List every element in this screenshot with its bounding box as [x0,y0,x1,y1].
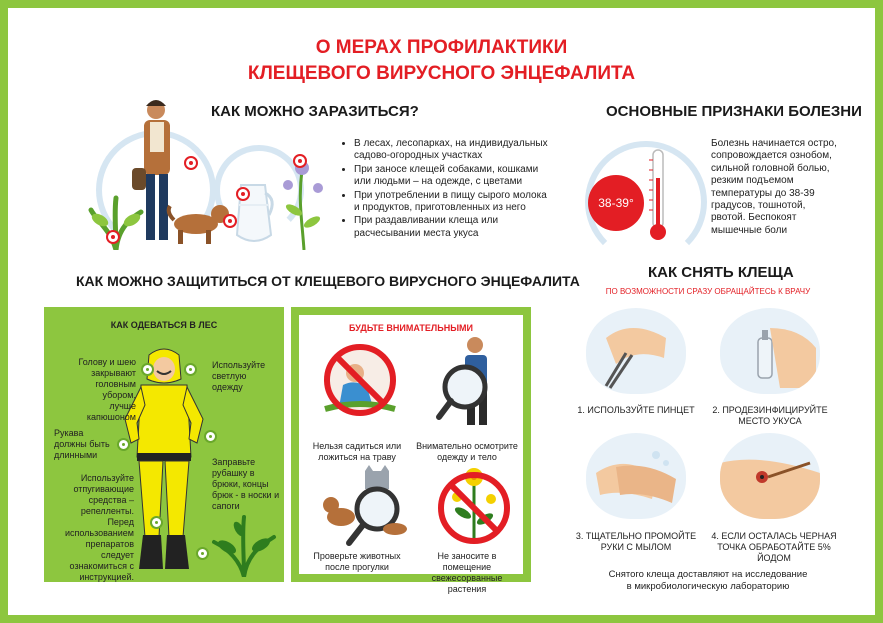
step-illustration [720,433,820,519]
tick-marker-icon [236,187,250,201]
dress-panel [44,307,284,582]
infection-heading: КАК МОЖНО ЗАРАЗИТЬСЯ? [211,103,419,120]
poster [8,8,875,615]
wash-hands-icon [586,433,686,519]
marker-icon [150,516,163,529]
attention-heading: БУДЬТЕ ВНИМАТЕЛЬНЫМИ [349,323,473,333]
tick-marker-icon [223,214,237,228]
attention-pets-label: Проверьте животных после прогулки [313,551,401,572]
step-illustration [586,433,686,519]
step-illustration [586,308,686,394]
dress-repellent-label: Используйте отпугивающие средства – репелленты. Перед использованием препаратов следует ознакомиться с инструкцией. [64,473,134,582]
title-line-2: КЛЕЩЕВОГО ВИРУСНОГО ЭНЦЕФАЛИТА [247,63,636,84]
attention-plants-label: Не заносите в помещение свежесорванные растения [431,551,503,594]
tick-marker-icon [106,230,120,244]
infection-illustration [86,90,336,250]
marker-icon [141,363,154,376]
marker-icon [184,363,197,376]
marker-icon [117,438,130,451]
dress-light-label: Используйте светлую одежду [212,360,266,392]
milk-jug-icon [231,175,277,247]
symptoms-heading: ОСНОВНЫЕ ПРИЗНАКИ БОЛЕЗНИ [606,103,862,120]
dog-icon [166,202,232,246]
removal-subheading: ПО ВОЗМОЖНОСТИ СРАЗУ ОБРАЩАЙТЕСЬ К ВРАЧУ [605,287,811,296]
tick-marker-icon [184,156,198,170]
list-item: • При употреблении в пищу сырого молока и продуктов, приготовленных из него [354,190,549,215]
list-item: • При раздавливании клеща или расчесывании места укуса [354,215,549,240]
step-3-label: 3. ТЩАТЕЛЬНО ПРОМОЙТЕ РУКИ С МЫЛОМ [575,531,697,552]
removal-footer: Снятого клеща доставляют на исследование в микробиологическую лабораторию [608,569,808,592]
removal-heading: КАК СНЯТЬ КЛЕЩА [648,264,794,281]
no-sitting-icon [321,341,399,419]
infection-list [340,138,549,241]
step-4-label: 4. ЕСЛИ ОСТАЛАСЬ ЧЕРНАЯ ТОЧКА ОБРАБОТАЙТЕ 5% ЙОДОМ [711,531,837,563]
attention-inspect-label: Внимательно осмотрите одежду и тело [416,441,518,462]
pets-magnifier-icon [319,465,409,550]
iodine-icon [720,433,820,519]
title-line-1: О МЕРАХ ПРОФИЛАКТИКИ [315,37,568,58]
attention-sit-label: Нельзя садиться или ложиться на траву [312,441,402,462]
magnifier-person-icon [435,335,513,430]
step-2-label: 2. ПРОДЕЗИНФИЦИРУЙТЕ МЕСТО УКУСА [712,405,828,426]
step-illustration [720,308,820,394]
list-item: • При заносе клещей собаками, кошками или людьми – на одежде, с цветами [354,164,549,189]
tweezers-icon [586,308,686,394]
symptoms-text: Болезнь начинается остро, сопровождается ознобом, сильной головной болью, резким подъемом температуры до 38-39 градусов, тошнотой, рвотой. Беспокоят мышечные боли [711,138,837,236]
disinfect-icon [720,308,820,394]
dress-sleeves-label: Рукава должны быть длинными [54,428,110,460]
temperature-badge: 38-39° [588,175,644,231]
attention-panel [291,307,531,594]
dress-tuck-label: Заправьте рубашку в брюки, концы брюк - в носки и сапоги [212,457,280,511]
marker-icon [196,547,209,560]
dress-head-label: Голову и шею закрывают головным убором, лучше капюшоном [78,357,136,422]
list-item: • В лесах, лесопарках, на индивидуальных садово-огородных участках [354,138,549,163]
no-flowers-icon [435,463,513,547]
marker-icon [204,430,217,443]
dress-heading: КАК ОДЕВАТЬСЯ В ЛЕС [110,320,218,330]
plant-icon [209,507,279,577]
thermometer-icon [646,148,670,244]
tick-marker-icon [293,154,307,168]
attention-inner [299,315,523,594]
step-1-label: 1. ИСПОЛЬЗУЙТЕ ПИНЦЕТ [577,405,695,415]
poster-title [8,35,875,87]
protection-heading: КАК МОЖНО ЗАЩИТИТЬСЯ ОТ КЛЕЩЕВОГО ВИРУСНОГО ЭНЦЕФАЛИТА [76,273,580,289]
